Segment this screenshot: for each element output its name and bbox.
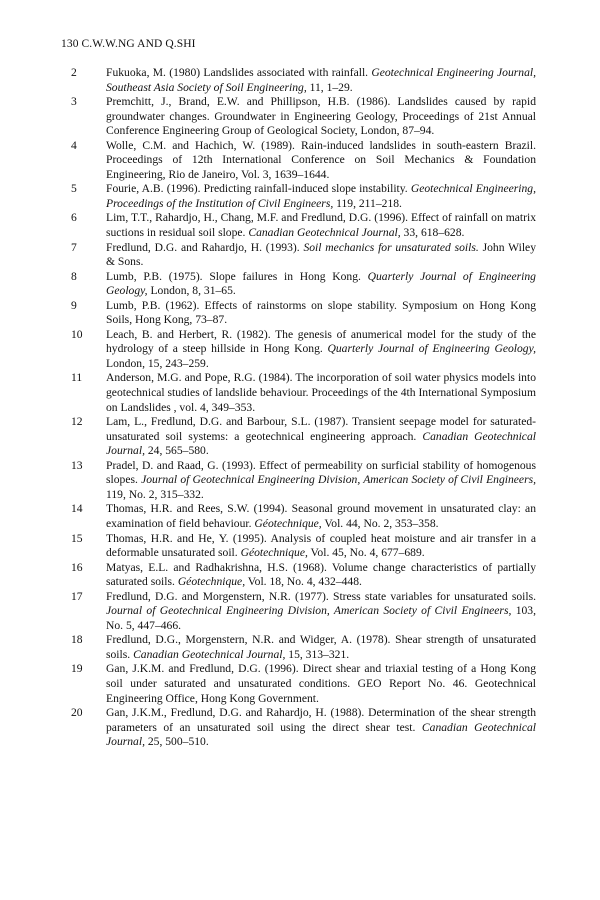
reference-number: 13 (71, 458, 83, 472)
reference-number: 9 (71, 298, 77, 312)
reference-item (71, 706, 536, 750)
reference-item (71, 633, 536, 662)
reference-item (71, 328, 536, 372)
reference-item (71, 139, 536, 183)
reference-number: 7 (71, 240, 77, 254)
reference-item (71, 270, 536, 299)
running-head: 130 C.W.W.NG AND Q.SHI (61, 38, 196, 50)
reference-text: Lumb, P.B. (1975). Slope failures in Hong Kong. Quarterly Journal of Engineering Geology, London, 8, 31–65. (106, 269, 536, 298)
reference-item (71, 459, 536, 503)
reference-number: 6 (71, 211, 77, 225)
reference-text: Lam, L., Fredlund, D.G. and Barbour, S.L. (1987). Transient seepage model for saturated-unsaturated soil systems: a geotechnical engineering approach. Canadian Geotechnical Journal, 24, 565–580. (106, 415, 536, 458)
reference-item (71, 415, 536, 459)
reference-number: 15 (71, 531, 83, 545)
reference-text: Leach, B. and Herbert, R. (1982). The genesis of anumerical model for the study of the hydrology of a steep hillside in Hong Kong. Quarterly Journal of Engineering Geology, London, 15, 243–259. (106, 327, 536, 370)
reference-text: Fredlund, D.G. and Rahardjo, H. (1993). Soil mechanics for unsaturated soils. John Wiley & Sons. (106, 240, 536, 269)
reference-text: Lumb, P.B. (1962). Effects of rainstorms on slope stability. Symposium on Hong Kong Soils, Hong Kong, 73–87. (106, 298, 536, 327)
reference-item (71, 561, 536, 590)
reference-text: Pradel, D. and Raad, G. (1993). Effect of permeability on surficial stability of homogenous slopes. Journal of Geotechnical Engineering Division, American Society of Civil Engineers, 119, No. 2, 315–332. (106, 458, 537, 501)
reference-number: 17 (71, 589, 83, 603)
reference-item (71, 241, 536, 270)
reference-item (71, 532, 536, 561)
reference-list (71, 66, 536, 750)
reference-item (71, 371, 536, 415)
reference-number: 4 (71, 138, 77, 152)
reference-number: 2 (71, 66, 77, 79)
reference-text: Fredlund, D.G., Morgenstern, N.R. and Widger, A. (1978). Shear strength of unsaturated soils. Canadian Geotechnical Journal, 15, 313–321. (106, 633, 536, 661)
reference-text: Matyas, E.L. and Radhakrishna, H.S. (1968). Volume change characteristics of partially saturated soils. Géotechnique, Vol. 18, No. 4, 432–448. (106, 560, 536, 589)
reference-item (71, 66, 536, 95)
reference-number: 11 (71, 371, 83, 385)
reference-text: Thomas, H.R. and He, Y. (1995). Analysis of coupled heat moisture and air transfer in a deformable unsaturated soil. Géotechnique, Vol. 45, No. 4, 677–689. (106, 531, 536, 560)
reference-text: Premchitt, J., Brand, E.W. and Phillipson, H.B. (1986). Landslides caused by rapid groundwater changes. Groundwater in Engineering Geology, Proceedings of 21st Annual Conference Engineering Group of Geological Society, London, 87–94. (106, 95, 536, 138)
reference-number: 14 (71, 502, 83, 516)
reference-number: 19 (71, 662, 83, 676)
reference-text: Thomas, H.R. and Rees, S.W. (1994). Seasonal ground movement in unsaturated clay: an examination of field behaviour. Géotechnique, Vol. 44, No. 2, 353–358. (106, 502, 536, 530)
reference-number: 3 (71, 95, 77, 109)
reference-text: Gan, J.K.M. and Fredlund, D.G. (1996). Direct shear and triaxial testing of a Hong Kong soil under saturated and unsaturated conditions. GEO Report No. 46. Geotechnical Engineering Office, Hong Kong Government. (106, 662, 536, 705)
reference-number: 8 (71, 269, 77, 283)
reference-number: 5 (71, 182, 77, 196)
reference-number: 16 (71, 560, 83, 574)
reference-item (71, 182, 536, 211)
reference-item (71, 299, 536, 328)
reference-item (71, 502, 536, 531)
reference-text: Wolle, C.M. and Hachich, W. (1989). Rain-induced landslides in south-eastern Brazil. Proceedings of 12th International Conference on Soil Mechanics & Foundation Engineering, Rio de Janeiro, Vol. 3, 1639–1644. (106, 138, 536, 181)
reference-number: 12 (71, 415, 83, 429)
reference-text: Fredlund, D.G. and Morgenstern, N.R. (1977). Stress state variables for unsaturated soils. Journal of Geotechnical Engineering Division, American Society of Civil Engineers, 103, No. 5, 447–466. (106, 589, 536, 632)
reference-number: 20 (71, 706, 83, 720)
reference-text: Lim, T.T., Rahardjo, H., Chang, M.F. and Fredlund, D.G. (1996). Effect of rainfall on matrix suctions in residual soil slope. Canadian Geotechnical Journal, 33, 618–628. (106, 211, 536, 240)
reference-number: 18 (71, 633, 83, 647)
reference-item (71, 95, 536, 139)
reference-text: Fukuoka, M. (1980) Landslides associated with rainfall. Geotechnical Engineering Journal, Southeast Asia Society of Soil Engineering, 11, 1–29. (106, 66, 536, 94)
reference-number: 10 (71, 327, 83, 341)
reference-item (71, 590, 536, 634)
reference-item (71, 662, 536, 706)
reference-text: Gan, J.K.M., Fredlund, D.G. and Rahardjo, H. (1988). Determination of the shear strength parameters of an unsaturated soil using the direct shear test. Canadian Geotechnical Journal, 25, 500–510. (106, 706, 536, 749)
reference-text: Anderson, M.G. and Pope, R.G. (1984). The incorporation of soil water physics models into geotechnical studies of landslide behaviour. Proceedings of the 4th International Symposium on Landslides , vol. 4, 349–353. (106, 371, 536, 414)
reference-item (71, 211, 536, 240)
reference-text: Fourie, A.B. (1996). Predicting rainfall-induced slope instability. Geotechnical Engineering, Proceedings of the Institution of Civil Engineers, 119, 211–218. (106, 182, 536, 210)
